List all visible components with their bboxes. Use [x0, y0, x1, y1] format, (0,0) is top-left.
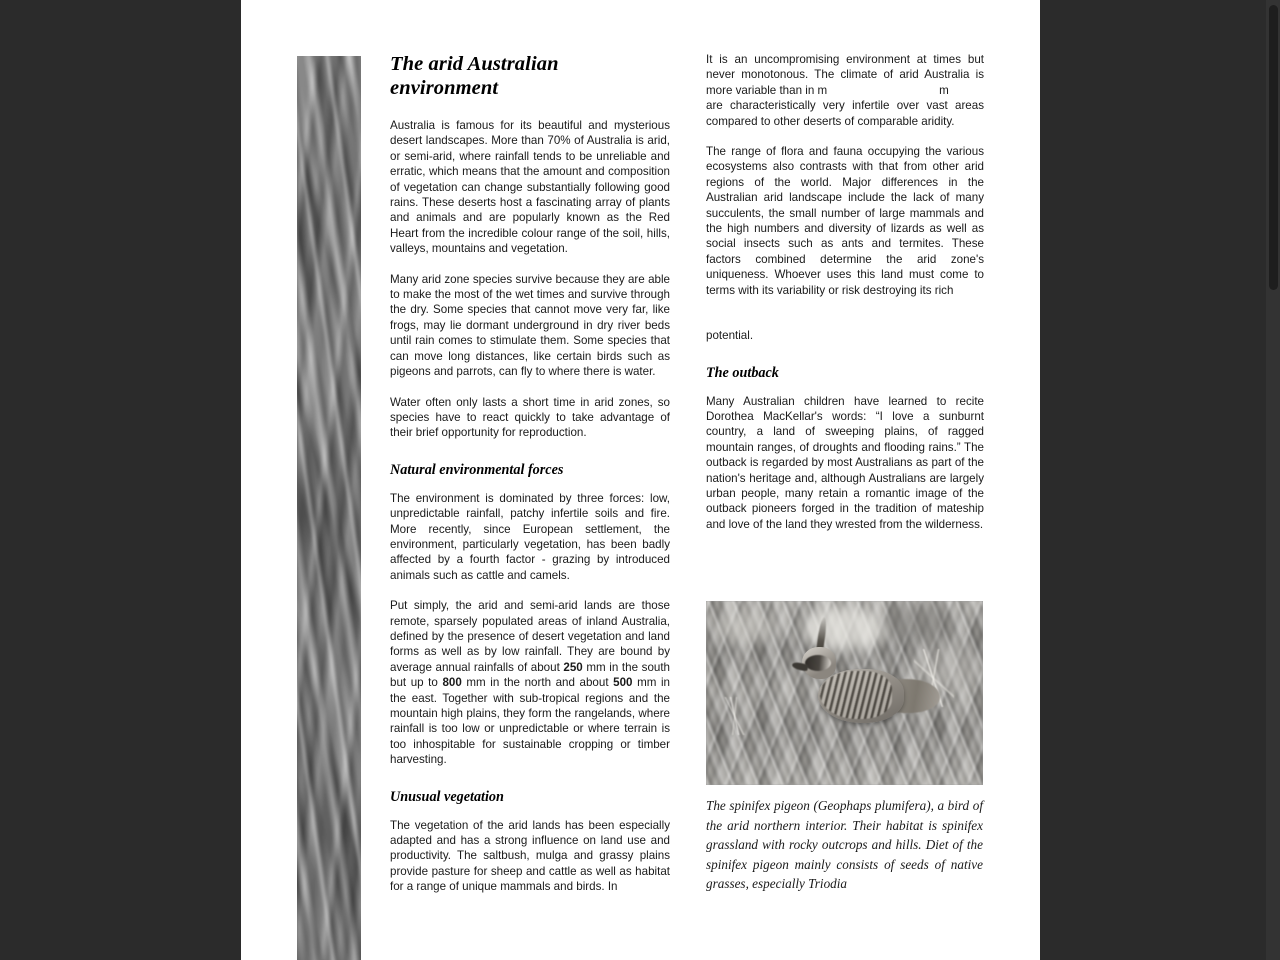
- photo-background-blob: [714, 611, 778, 645]
- vertical-scrollbar-thumb[interactable]: [1269, 5, 1278, 290]
- paragraph-flora-fauna: The range of flora and fauna occupying the various ecosystems also contrasts with that from other arid regions of the world. Major differences in the Australian arid landscape include the lack of many succulents, the small number of large mammals and the high numbers and diversity of lizards as well as social insects such as ants and termites. These factors combined determine the arid zone's uniqueness. Whoever uses this land must come to terms with its variability or risk destroying its rich: [706, 145, 984, 297]
- spinifex-pigeon-photo-image: [706, 601, 983, 785]
- spinifex-pigeon-figure: [706, 601, 983, 894]
- section-heading-natural-environmental-forces: Natural environmental forces: [390, 461, 564, 478]
- rainfall-text-part-3: mm in the north and about: [461, 676, 614, 690]
- paragraph-rainfall: [390, 598, 670, 767]
- rainfall-text-part-4: mm in the east. Together with sub-tropical regions and the mountain high plains, they form the rangelands, where rainfall is too low or unpredictable or where terrain is too inhospitable for sustainable cropping or timber harvesting.: [390, 676, 670, 767]
- climate-text-part-1: It is an uncompromising environment at times but never monotonous. The climate of arid Australia is more variable than in m: [706, 53, 984, 97]
- paragraph-potential-orphan: potential.: [706, 329, 754, 343]
- rainfall-value-east: 500: [613, 676, 633, 690]
- document-page: [241, 0, 1040, 960]
- climate-text-part-3: are characteristically very infertile over vast areas compared to other deserts of comparable aridity.: [706, 99, 984, 128]
- pigeon-face-marking: [805, 655, 831, 671]
- paragraph-vegetation: The vegetation of the arid lands has been especially adapted and has a strong influence on land use and productivity. The saltbush, mulga and grassy plains provide pasture for sheep and cattle as well as habitat for a range of unique mammals and birds. In: [390, 818, 670, 894]
- rainfall-value-north: 800: [442, 676, 462, 690]
- grass-texture: [297, 56, 361, 960]
- rainfall-value-south: 250: [563, 660, 583, 674]
- pigeon-barred-plumage: [820, 671, 892, 719]
- climate-text-part-2: m: [939, 83, 949, 97]
- photo-background-blob: [882, 603, 952, 641]
- left-text-column: [390, 52, 670, 895]
- right-text-column: [706, 52, 984, 532]
- photo-caption: The spinifex pigeon (Geophaps plumifera), a bird of the arid northern interior. Their habitat is spinifex grassland with rocky outcrops and hills. Diet of the spinifex pigeon mainly consists of seeds of native grasses, especially Triodia: [706, 798, 983, 892]
- photo-grass-tuft: [712, 697, 758, 735]
- spinifex-texture-strip-image: [297, 56, 361, 960]
- paragraph-species-survival: Many arid zone species survive because they are able to make the most of the wet times and survive through the dry. Some species that cannot move very far, like frogs, may lie dormant underground in dry river beds until rain comes to stimulate them. Some species that can move long distances, like certain birds such as pigeons and parrots, can fly to where there is water.: [390, 272, 670, 379]
- photo-background-blob: [802, 607, 888, 651]
- rainfall-text-part-1: Put simply, the arid and semi-arid lands are those remote, sparsely populated areas of inland Australia, defined by the presence of desert vegetation and land forms as well as by low rainfall. They are bound by average annual rainfalls of about: [390, 599, 670, 674]
- rainfall-text-part-2: mm in the south but up to: [390, 660, 671, 690]
- section-heading-the-outback: The outback: [706, 364, 779, 381]
- vertical-scrollbar-track[interactable]: [1266, 0, 1280, 960]
- paragraph-water: Water often only lasts a short time in arid zones, so species have to react quickly to take advantage of their brief opportunity for reproduction.: [390, 395, 670, 440]
- paragraph-three-forces: The environment is dominated by three forces: low, unpredictable rainfall, patchy infertile soils and fire. More recently, since European settlement, the environment, particularly vegetation, has been badly affected by a fourth factor - grazing by introduced animals such as cattle and camels.: [390, 491, 670, 582]
- page-title: The arid Australian environment: [390, 53, 559, 99]
- paragraph-climate: [706, 52, 984, 129]
- paragraph-outback: Many Australian children have learned to recite Dorothea MacKellar's words: “I love a sunburnt country, a land of sweeping plains, of ragged mountain ranges, of droughts and flooding rains.” The outback is regarded by most Australians as part of the nation's heritage and, although Australians are largely urban people, many retain a romantic image of the outback pioneers forged in the tradition of mateship and love of the land they wrested from the wilderness.: [706, 394, 984, 531]
- section-heading-unusual-vegetation: Unusual vegetation: [390, 788, 504, 805]
- paragraph-intro: Australia is famous for its beautiful and mysterious desert landscapes. More than 70% of Australia is arid, or semi-arid, where rainfall tends to be unreliable and erratic, which means that the amount and composition of vegetation can change substantially following good rains. These deserts host a fascinating array of plants and animals and are popularly known as the Red Heart from the incredible colour range of the soil, hills, valleys, mountains and vegetation.: [390, 119, 670, 256]
